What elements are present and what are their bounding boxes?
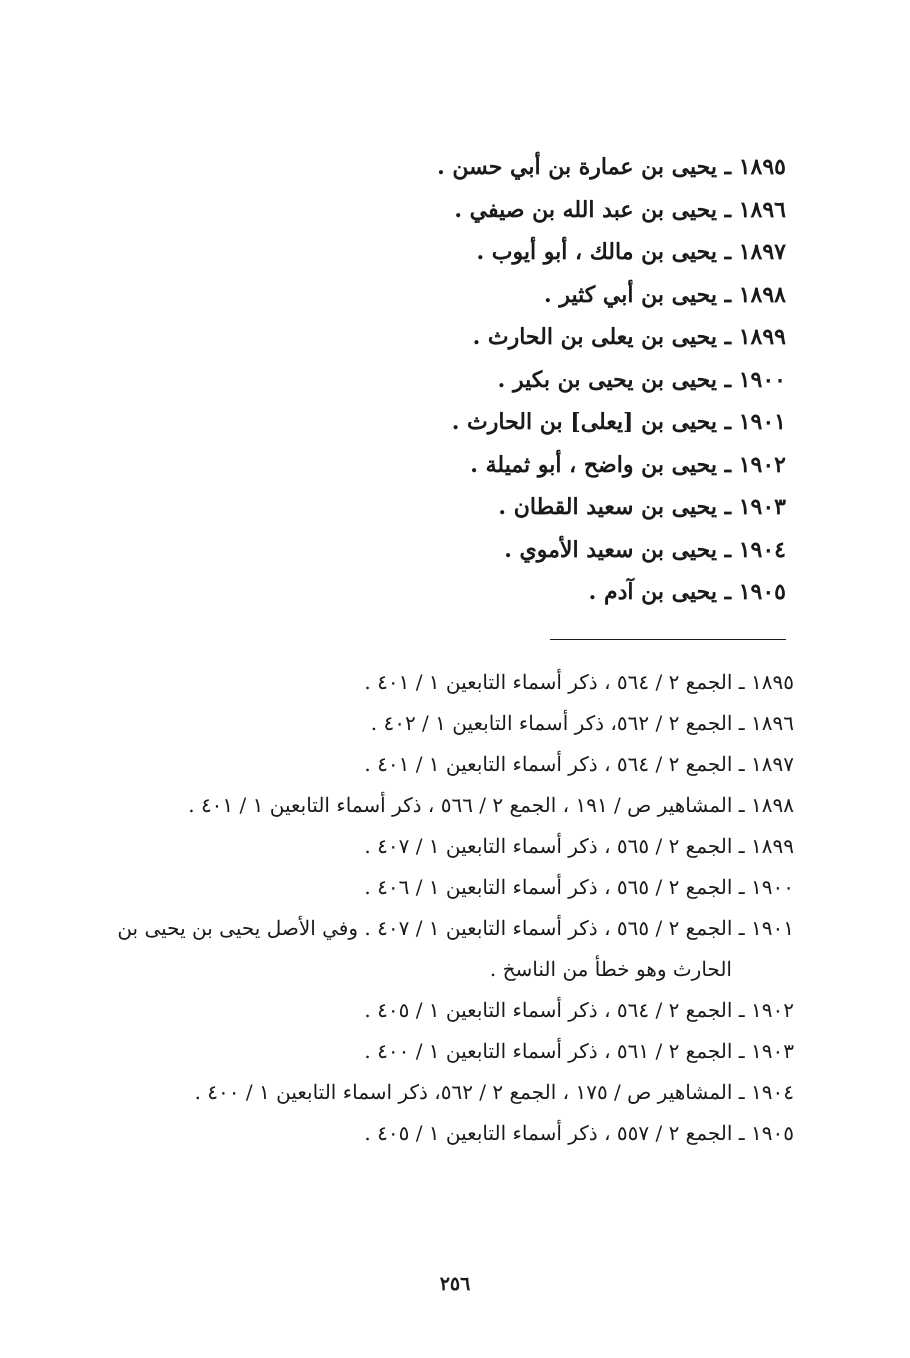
entry-line: ١٩٠٢ ـ يحيى بن واضح ، أبو ثميلة .: [470, 451, 786, 478]
footnote: ١٨٩٥ ـ الجمع ٢ / ٥٦٤ ، ذكر أسماء التابعين ١ / ٤٠١ .: [364, 670, 794, 694]
footnote: ١٩٠٤ ـ المشاهير ص / ١٧٥ ، الجمع ٢ / ٥٦٢، ذكر اسماء التابعين ١ / ٤٠٠ .: [194, 1080, 794, 1104]
entry-line: ١٨٩٩ ـ يحيى بن يعلى بن الحارث .: [472, 324, 786, 350]
entry-line: ١٨٩٥ ـ يحيى بن عمارة بن أبي حسن .: [437, 154, 786, 180]
entry-line: ١٩٠٤ ـ يحيى بن سعيد الأموي .: [504, 536, 786, 563]
footnote: ١٩٠١ ـ الجمع ٢ / ٥٦٥ ، ذكر أسماء التابعين ١ / ٤٠٧ . وفي الأصل يحيى بن يحيى بن الحارث وهو خطأ من الناسخ .: [117, 916, 794, 981]
footnote: ١٨٩٦ ـ الجمع ٢ / ٥٦٢، ذكر أسماء التابعين ١ / ٤٠٢ .: [370, 711, 794, 735]
footnote: ١٩٠٥ ـ الجمع ٢ / ٥٥٧ ، ذكر أسماء التابعين ١ / ٤٠٥ .: [364, 1121, 794, 1145]
entry-line: ١٩٠٥ ـ يحيى بن آدم .: [588, 579, 786, 605]
entry-line: ١٩٠٣ ـ يحيى بن سعيد القطان .: [498, 494, 786, 520]
entry-line: ١٩٠١ ـ يحيى بن [يعلى] بن الحارث .: [451, 409, 786, 435]
footnote: ١٩٠٠ ـ الجمع ٢ / ٥٦٥ ، ذكر أسماء التابعين ١ / ٤٠٦ .: [364, 875, 794, 899]
entry-line: ١٨٩٧ ـ يحيى بن مالك ، أبو أيوب .: [476, 239, 786, 265]
footnote: ١٨٩٩ ـ الجمع ٢ / ٥٦٥ ، ذكر أسماء التابعين ١ / ٤٠٧ .: [364, 834, 794, 858]
entry-line: ١٩٠٠ ـ يحيى بن يحيى بن بكير .: [497, 366, 786, 393]
footnote: ١٩٠٣ ـ الجمع ٢ / ٥٦١ ، ذكر أسماء التابعين ١ / ٤٠٠ .: [364, 1039, 794, 1063]
entry-line: ١٨٩٨ ـ يحيى بن أبي كثير .: [544, 281, 786, 308]
footnote-list: [104, 662, 794, 1154]
footnote-divider: [550, 639, 786, 640]
footnote: ١٨٩٧ ـ الجمع ٢ / ٥٦٤ ، ذكر أسماء التابعين ١ / ٤٠١ .: [364, 752, 794, 776]
footnote: ١٩٠٢ ـ الجمع ٢ / ٥٦٤ ، ذكر أسماء التابعين ١ / ٤٠٥ .: [364, 998, 794, 1022]
entry-list: [226, 146, 786, 614]
footnote: ١٨٩٨ ـ المشاهير ص / ١٩١ ، الجمع ٢ / ٥٦٦ ، ذكر أسماء التابعين ١ / ٤٠١ .: [188, 793, 794, 817]
page-number: ٢٥٦: [439, 1273, 471, 1295]
entry-line: ١٨٩٦ ـ يحيى بن عبد الله بن صيفي .: [454, 196, 786, 223]
